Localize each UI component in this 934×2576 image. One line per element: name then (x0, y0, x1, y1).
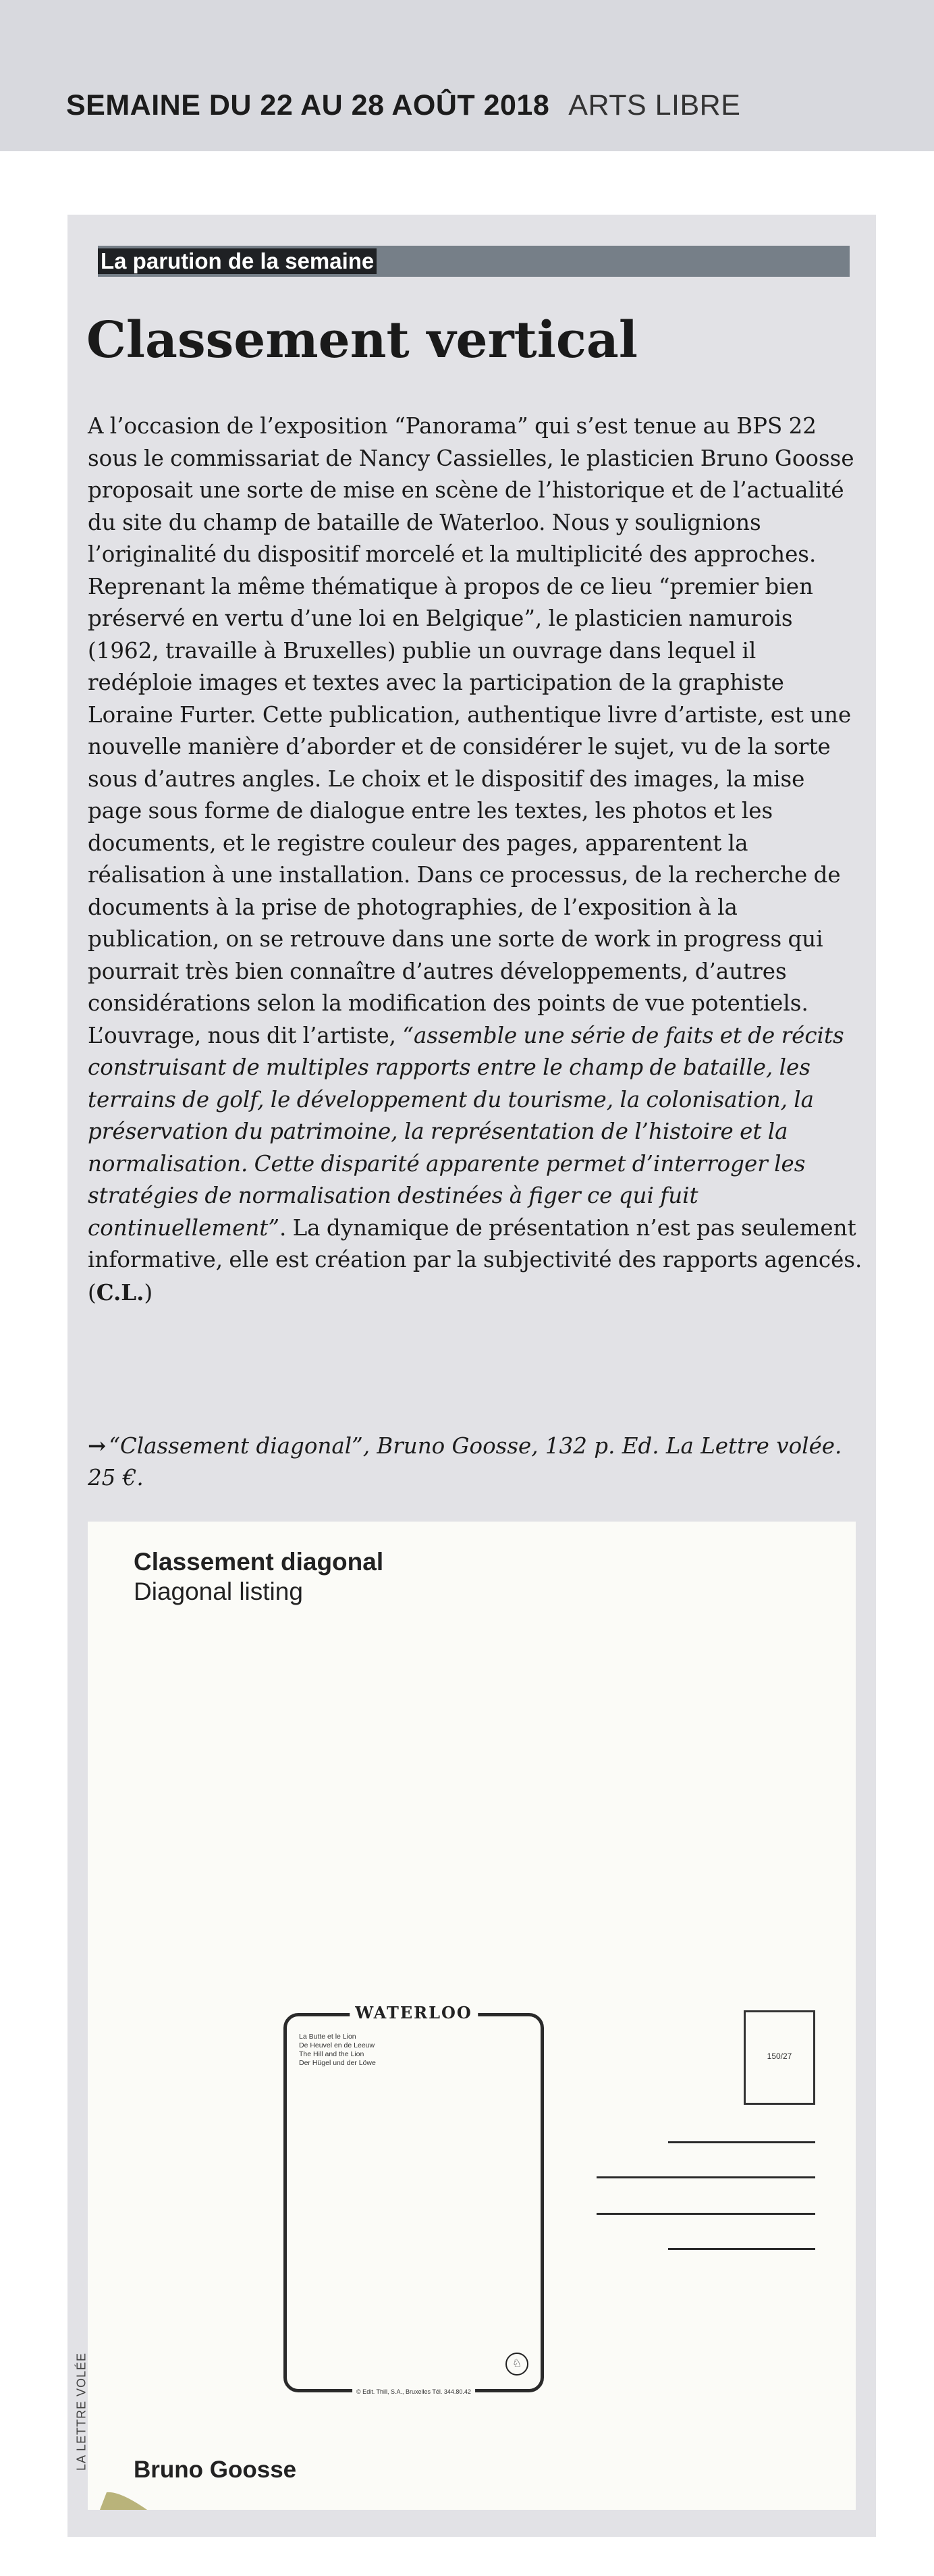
cover-subtitle: Diagonal listing (134, 1578, 303, 1605)
postcard-caption-line: Der Hügel und der Löwe (299, 2059, 376, 2067)
stamp-box (744, 2010, 815, 2105)
book-cover-image (74, 1522, 856, 2510)
spine-publisher-label: LA LETTRE VOLÉE (74, 2352, 88, 2471)
postcard-frame (283, 2003, 544, 2395)
book-reference (88, 1430, 864, 1494)
author-signature: C.L. (96, 1279, 144, 1306)
address-line (668, 2141, 815, 2143)
article-text-2: . La dynamique de présentation n’est pas seulement informative, elle est création par la subjectivité des rapports agencés. ( (88, 1214, 862, 1306)
publisher-logo-icon: ♘ (505, 2353, 528, 2376)
page-curl-decoration (100, 2487, 147, 2510)
spine-publisher (72, 2337, 92, 2492)
article-text-1: A l’occasion de l’exposition “Panorama” qui s’est tenue au BPS 22 sous le commissariat de Nancy Cassielles, le plasticien Bruno Goosse proposait une sorte de mise en scène de l’historique et de l’actualité du site du champ de bataille de Waterloo. Nous y soulignions l’originalité du dispositif morcelé et la multiplicité des approches. Reprenant la même thématique à propos de ce lieu “premier bien préservé en vertu d’une loi en Belgique”, le plasticien namurois (1962, travaille à Bruxelles) publie un ouvrage dans lequel il redéploie images et textes avec la participation de la graphiste Loraine Furter. Cette publication, authentique livre d’artiste, est une nouvelle manière d’aborder et de considérer le sujet, vu de la sorte sous d’autres angles. Le choix et le dispositif des images, la mise page sous forme de dialogue entre les textes, les photos et les documents, et le registre couleur des pages, apparentent la réalisation à une installation. Dans ce processus, de la recherche de documents à la prise de photographies, de l’exposition à la publication, on se retrouve dans une sorte de work in progress qui pourrait très bien connaître d’autres développements, d’autres considérations selon la modification des points de vue potentiels. L’ouvrage, nous dit l’artiste, (88, 413, 854, 1048)
article-box (67, 215, 876, 2537)
header-section: ARTS LIBRE (568, 89, 741, 122)
postcard-caption-line: La Butte et le Lion (299, 2033, 356, 2041)
kicker-label: La parution de la semaine (98, 248, 377, 274)
article-paragraph (88, 410, 864, 1309)
postcard-caption (299, 2033, 376, 2068)
artist-quote: “assemble une série de faits et de récits construisant de multiples rapports entre le champ de bataille, les terrains de golf, le développement du tourisme, la colonisation, la préservation du patrimoine, la représentation de l’histoire et la normalisation. Cette disparité apparente permet d’interroger les stratégies de normalisation destinées à figer ce qui fuit continuellement” (88, 1022, 844, 1241)
address-line (597, 2176, 815, 2178)
header-date: SEMAINE DU 22 AU 28 AOÛT 2018 (66, 89, 550, 122)
address-line (597, 2213, 815, 2215)
address-line (668, 2248, 815, 2250)
stamp-text: 150/27 (767, 2051, 792, 2061)
article-text-end: ) (144, 1279, 153, 1306)
cover-title: Classement diagonal (134, 1548, 384, 1576)
cover-author: Bruno Goosse (134, 2457, 297, 2483)
page-header (0, 0, 934, 151)
postcard-caption-line: De Heuvel en de Leeuw (299, 2041, 375, 2049)
postcard-footer: © Edit. Thill, S.A., Bruxelles Tél. 344.80.42 (352, 2388, 475, 2395)
header-dateline (66, 89, 740, 122)
article-title: Classement vertical (86, 311, 638, 369)
postcard-title: WATERLOO (350, 2003, 478, 2022)
kicker-bar (98, 246, 850, 277)
postcard-caption-line: The Hill and the Lion (299, 2050, 364, 2058)
arrow-icon: → (88, 1432, 107, 1459)
book-reference-text: “Classement diagonal”, Bruno Goosse, 132 p. Ed. La Lettre volée. 25 €. (88, 1433, 842, 1491)
article-body (88, 410, 864, 1309)
